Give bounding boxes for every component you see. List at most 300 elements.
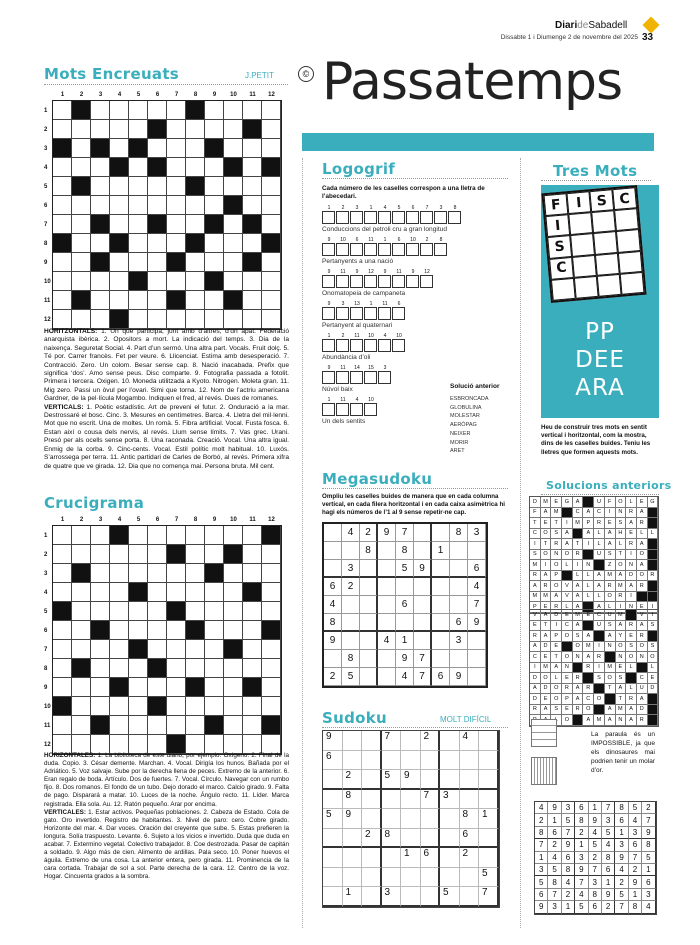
- grid-cell[interactable]: [148, 139, 167, 158]
- grid-cell[interactable]: [53, 291, 72, 310]
- letter-box[interactable]: [336, 403, 349, 416]
- logo-row-boxes[interactable]: [322, 275, 512, 288]
- letter-box[interactable]: [392, 275, 405, 288]
- grid-cell[interactable]: [53, 526, 72, 545]
- black-cell[interactable]: [110, 678, 129, 697]
- tres-cell[interactable]: [620, 272, 645, 295]
- sudoku-cell[interactable]: [440, 809, 460, 829]
- tres-cell[interactable]: [593, 231, 618, 254]
- grid-cell[interactable]: [243, 640, 262, 659]
- letter-box[interactable]: [392, 243, 405, 256]
- grid-cell[interactable]: [243, 621, 262, 640]
- grid-cell[interactable]: [262, 215, 281, 234]
- mega-cell[interactable]: [342, 596, 360, 614]
- letter-box[interactable]: [322, 243, 335, 256]
- letter-box[interactable]: [434, 211, 447, 224]
- mega-cell[interactable]: [378, 578, 396, 596]
- grid-cell[interactable]: [91, 177, 110, 196]
- sudoku-cell[interactable]: [479, 751, 499, 771]
- letter-box[interactable]: [392, 211, 405, 224]
- grid-cell[interactable]: [243, 602, 262, 621]
- grid-cell[interactable]: [262, 139, 281, 158]
- grid-cell[interactable]: [205, 234, 224, 253]
- sudoku-cell[interactable]: [421, 887, 441, 907]
- sudoku-cell[interactable]: 8: [382, 829, 402, 849]
- grid-cell[interactable]: [186, 158, 205, 177]
- grid-cell[interactable]: [205, 526, 224, 545]
- mega-cell[interactable]: 4: [378, 632, 396, 650]
- grid-cell[interactable]: [186, 215, 205, 234]
- letter-box[interactable]: [322, 211, 335, 224]
- sudoku-cell[interactable]: [362, 887, 382, 907]
- sudoku-cell[interactable]: 8: [343, 790, 363, 810]
- grid-cell[interactable]: [205, 196, 224, 215]
- letter-box[interactable]: [448, 211, 461, 224]
- grid-cell[interactable]: [110, 564, 129, 583]
- grid-cell[interactable]: [167, 640, 186, 659]
- tres-cell[interactable]: [595, 253, 620, 276]
- mega-cell[interactable]: 4: [396, 668, 414, 686]
- sudoku-cell[interactable]: 3: [440, 790, 460, 810]
- letter-box[interactable]: [406, 211, 419, 224]
- mega-cell[interactable]: [324, 560, 342, 578]
- grid-cell[interactable]: [110, 139, 129, 158]
- mega-cell[interactable]: 8: [396, 542, 414, 560]
- black-cell[interactable]: [91, 716, 110, 735]
- black-cell[interactable]: [148, 120, 167, 139]
- grid-cell[interactable]: [224, 678, 243, 697]
- letter-box[interactable]: [350, 275, 363, 288]
- grid-cell[interactable]: [129, 659, 148, 678]
- letter-box[interactable]: [350, 371, 363, 384]
- mega-cell[interactable]: [342, 632, 360, 650]
- grid-cell[interactable]: [148, 291, 167, 310]
- sudoku-cell[interactable]: [421, 770, 441, 790]
- letter-box[interactable]: [336, 275, 349, 288]
- grid-cell[interactable]: [243, 234, 262, 253]
- grid-cell[interactable]: [167, 158, 186, 177]
- letter-box[interactable]: [336, 339, 349, 352]
- sudoku-cell[interactable]: 7: [382, 731, 402, 751]
- grid-cell[interactable]: [148, 526, 167, 545]
- black-cell[interactable]: [262, 234, 281, 253]
- letter-box[interactable]: [350, 403, 363, 416]
- grid-cell[interactable]: [148, 234, 167, 253]
- sudoku-cell[interactable]: [421, 751, 441, 771]
- mega-cell[interactable]: 7: [396, 524, 414, 542]
- mega-cell[interactable]: [450, 578, 468, 596]
- black-cell[interactable]: [205, 272, 224, 291]
- grid-cell[interactable]: [167, 697, 186, 716]
- black-cell[interactable]: [224, 158, 243, 177]
- grid-cell[interactable]: [224, 602, 243, 621]
- black-cell[interactable]: [167, 602, 186, 621]
- sudoku-cell[interactable]: 6: [323, 751, 343, 771]
- sudoku-cell[interactable]: [460, 790, 480, 810]
- grid-cell[interactable]: [224, 310, 243, 329]
- grid-cell[interactable]: [262, 120, 281, 139]
- grid-cell[interactable]: [91, 101, 110, 120]
- grid-cell[interactable]: [129, 196, 148, 215]
- grid-cell[interactable]: [243, 196, 262, 215]
- sudoku-cell[interactable]: [401, 731, 421, 751]
- grid-cell[interactable]: [224, 621, 243, 640]
- grid-cell[interactable]: [224, 716, 243, 735]
- mega-cell[interactable]: [324, 524, 342, 542]
- tres-cell[interactable]: [570, 233, 595, 256]
- grid-cell[interactable]: [167, 120, 186, 139]
- grid-cell[interactable]: [72, 196, 91, 215]
- grid-cell[interactable]: [186, 196, 205, 215]
- grid-cell[interactable]: [148, 196, 167, 215]
- grid-cell[interactable]: [148, 640, 167, 659]
- grid-cell[interactable]: [91, 678, 110, 697]
- black-cell[interactable]: [205, 564, 224, 583]
- sudoku-grid[interactable]: [322, 730, 500, 908]
- mega-cell[interactable]: [432, 524, 450, 542]
- black-cell[interactable]: [91, 253, 110, 272]
- grid-cell[interactable]: [243, 659, 262, 678]
- grid-cell[interactable]: [129, 177, 148, 196]
- black-cell[interactable]: [148, 697, 167, 716]
- sudoku-cell[interactable]: 9: [343, 809, 363, 829]
- sudoku-cell[interactable]: 9: [401, 770, 421, 790]
- grid-cell[interactable]: [243, 139, 262, 158]
- sudoku-cell[interactable]: 6: [421, 848, 441, 868]
- sudoku-cell[interactable]: 8: [460, 809, 480, 829]
- mega-cell[interactable]: [378, 650, 396, 668]
- grid-cell[interactable]: [167, 583, 186, 602]
- letter-box[interactable]: [322, 339, 335, 352]
- grid-cell[interactable]: [129, 602, 148, 621]
- letter-box[interactable]: [350, 211, 363, 224]
- letter-box[interactable]: [378, 275, 391, 288]
- grid-cell[interactable]: [243, 272, 262, 291]
- black-cell[interactable]: [110, 526, 129, 545]
- black-cell[interactable]: [129, 640, 148, 659]
- grid-cell[interactable]: [167, 716, 186, 735]
- mega-cell[interactable]: [468, 650, 486, 668]
- grid-cell[interactable]: [53, 196, 72, 215]
- letter-box[interactable]: [336, 307, 349, 320]
- grid-cell[interactable]: [53, 621, 72, 640]
- grid-cell[interactable]: [129, 215, 148, 234]
- grid-cell[interactable]: [72, 602, 91, 621]
- mega-cell[interactable]: [414, 578, 432, 596]
- mega-cell[interactable]: [414, 614, 432, 632]
- grid-cell[interactable]: [72, 120, 91, 139]
- mega-cell[interactable]: [450, 542, 468, 560]
- mega-cell[interactable]: [360, 614, 378, 632]
- black-cell[interactable]: [91, 139, 110, 158]
- letter-box[interactable]: [336, 243, 349, 256]
- grid-cell[interactable]: [72, 678, 91, 697]
- black-cell[interactable]: [148, 215, 167, 234]
- mega-cell[interactable]: [414, 542, 432, 560]
- mega-cell[interactable]: [324, 650, 342, 668]
- grid-cell[interactable]: [148, 310, 167, 329]
- grid-cell[interactable]: [110, 253, 129, 272]
- mega-cell[interactable]: 9: [414, 560, 432, 578]
- black-cell[interactable]: [167, 545, 186, 564]
- black-cell[interactable]: [129, 139, 148, 158]
- grid-cell[interactable]: [167, 139, 186, 158]
- grid-cell[interactable]: [110, 101, 129, 120]
- tres-cell[interactable]: C: [612, 187, 637, 210]
- black-cell[interactable]: [186, 621, 205, 640]
- grid-cell[interactable]: [91, 659, 110, 678]
- grid-cell[interactable]: [205, 101, 224, 120]
- mega-cell[interactable]: 6: [468, 560, 486, 578]
- letter-box[interactable]: [364, 307, 377, 320]
- grid-cell[interactable]: [224, 101, 243, 120]
- grid-cell[interactable]: [262, 640, 281, 659]
- sudoku-cell[interactable]: 2: [460, 848, 480, 868]
- sudoku-cell[interactable]: [460, 751, 480, 771]
- grid-cell[interactable]: [167, 272, 186, 291]
- sudoku-cell[interactable]: [382, 868, 402, 888]
- grid-cell[interactable]: [205, 678, 224, 697]
- black-cell[interactable]: [91, 621, 110, 640]
- black-cell[interactable]: [243, 215, 262, 234]
- sudoku-cell[interactable]: [460, 868, 480, 888]
- grid-cell[interactable]: [224, 272, 243, 291]
- letter-box[interactable]: [392, 339, 405, 352]
- sudoku-cell[interactable]: [343, 868, 363, 888]
- grid-cell[interactable]: [129, 158, 148, 177]
- grid-cell[interactable]: [110, 716, 129, 735]
- grid-cell[interactable]: [110, 621, 129, 640]
- grid-cell[interactable]: [262, 196, 281, 215]
- sudoku-cell[interactable]: [401, 751, 421, 771]
- sudoku-cell[interactable]: 5: [323, 809, 343, 829]
- grid-cell[interactable]: [129, 526, 148, 545]
- letter-box[interactable]: [406, 243, 419, 256]
- mega-cell[interactable]: [378, 560, 396, 578]
- grid-cell[interactable]: [205, 158, 224, 177]
- sudoku-cell[interactable]: [362, 868, 382, 888]
- grid-cell[interactable]: [129, 310, 148, 329]
- grid-cell[interactable]: [53, 120, 72, 139]
- grid-cell[interactable]: [53, 583, 72, 602]
- sudoku-cell[interactable]: [323, 790, 343, 810]
- mega-cell[interactable]: [468, 632, 486, 650]
- mega-cell[interactable]: [378, 596, 396, 614]
- sudoku-cell[interactable]: 4: [460, 731, 480, 751]
- letter-box[interactable]: [378, 243, 391, 256]
- letter-box[interactable]: [378, 371, 391, 384]
- grid-cell[interactable]: [205, 177, 224, 196]
- grid-cell[interactable]: [148, 621, 167, 640]
- grid-cell[interactable]: [53, 177, 72, 196]
- sudoku-cell[interactable]: [460, 770, 480, 790]
- grid-cell[interactable]: [129, 697, 148, 716]
- grid-cell[interactable]: [224, 659, 243, 678]
- grid-cell[interactable]: [129, 101, 148, 120]
- grid-cell[interactable]: [72, 526, 91, 545]
- sudoku-cell[interactable]: 6: [460, 829, 480, 849]
- grid-cell[interactable]: [205, 310, 224, 329]
- mega-cell[interactable]: [378, 542, 396, 560]
- black-cell[interactable]: [205, 716, 224, 735]
- mega-cell[interactable]: [342, 614, 360, 632]
- mega-cell[interactable]: [396, 578, 414, 596]
- black-cell[interactable]: [148, 158, 167, 177]
- grid-cell[interactable]: [129, 120, 148, 139]
- mega-cell[interactable]: 5: [396, 560, 414, 578]
- sudoku-cell[interactable]: [479, 770, 499, 790]
- grid-cell[interactable]: [91, 234, 110, 253]
- logo-row-boxes[interactable]: [322, 211, 512, 224]
- grid-cell[interactable]: [91, 272, 110, 291]
- grid-cell[interactable]: [91, 564, 110, 583]
- sudoku-cell[interactable]: [323, 848, 343, 868]
- grid-cell[interactable]: [110, 120, 129, 139]
- grid-cell[interactable]: [167, 196, 186, 215]
- grid-cell[interactable]: [224, 697, 243, 716]
- tres-cell[interactable]: [551, 278, 576, 301]
- sudoku-cell[interactable]: [382, 790, 402, 810]
- mega-cell[interactable]: 6: [324, 578, 342, 596]
- black-cell[interactable]: [72, 564, 91, 583]
- black-cell[interactable]: [53, 697, 72, 716]
- mega-cell[interactable]: 1: [432, 542, 450, 560]
- grid-cell[interactable]: [91, 120, 110, 139]
- grid-cell[interactable]: [72, 234, 91, 253]
- grid-cell[interactable]: [262, 545, 281, 564]
- grid-cell[interactable]: [148, 602, 167, 621]
- mega-cell[interactable]: [360, 560, 378, 578]
- mega-grid[interactable]: [322, 522, 488, 688]
- grid-cell[interactable]: [262, 602, 281, 621]
- grid-cell[interactable]: [243, 716, 262, 735]
- grid-cell[interactable]: [243, 177, 262, 196]
- sudoku-cell[interactable]: 3: [382, 887, 402, 907]
- grid-cell[interactable]: [224, 526, 243, 545]
- black-cell[interactable]: [53, 234, 72, 253]
- grid-cell[interactable]: [53, 716, 72, 735]
- letter-box[interactable]: [364, 339, 377, 352]
- grid-cell[interactable]: [262, 177, 281, 196]
- black-cell[interactable]: [262, 526, 281, 545]
- mega-cell[interactable]: [414, 632, 432, 650]
- grid-cell[interactable]: [53, 215, 72, 234]
- sudoku-cell[interactable]: [343, 848, 363, 868]
- grid-cell[interactable]: [129, 545, 148, 564]
- grid-cell[interactable]: [205, 545, 224, 564]
- mega-cell[interactable]: 1: [396, 632, 414, 650]
- grid-cell[interactable]: [72, 697, 91, 716]
- sudoku-cell[interactable]: 5: [382, 770, 402, 790]
- sudoku-cell[interactable]: [362, 848, 382, 868]
- grid-cell[interactable]: [224, 234, 243, 253]
- mega-cell[interactable]: [450, 596, 468, 614]
- grid-cell[interactable]: [186, 640, 205, 659]
- sudoku-cell[interactable]: [479, 790, 499, 810]
- grid-cell[interactable]: [167, 177, 186, 196]
- tres-cell[interactable]: S: [589, 189, 614, 212]
- grid-cell[interactable]: [148, 177, 167, 196]
- grid-cell[interactable]: [91, 310, 110, 329]
- tres-cell[interactable]: [574, 276, 599, 299]
- grid-cell[interactable]: [110, 545, 129, 564]
- grid-cell[interactable]: [186, 602, 205, 621]
- grid-cell[interactable]: [205, 640, 224, 659]
- grid-cell[interactable]: [205, 602, 224, 621]
- grid-cell[interactable]: [262, 678, 281, 697]
- grid-cell[interactable]: [224, 564, 243, 583]
- letter-box[interactable]: [364, 403, 377, 416]
- black-cell[interactable]: [167, 253, 186, 272]
- grid-cell[interactable]: [72, 621, 91, 640]
- sudoku-cell[interactable]: [323, 770, 343, 790]
- mega-cell[interactable]: [360, 650, 378, 668]
- black-cell[interactable]: [186, 234, 205, 253]
- mega-cell[interactable]: 7: [414, 650, 432, 668]
- mega-cell[interactable]: 7: [468, 596, 486, 614]
- sudoku-cell[interactable]: [421, 829, 441, 849]
- black-cell[interactable]: [243, 120, 262, 139]
- grid-cell[interactable]: [262, 101, 281, 120]
- letter-box[interactable]: [364, 243, 377, 256]
- grid-cell[interactable]: [167, 564, 186, 583]
- letter-box[interactable]: [322, 307, 335, 320]
- black-cell[interactable]: [72, 177, 91, 196]
- mega-cell[interactable]: [342, 542, 360, 560]
- tres-cell[interactable]: I: [545, 214, 570, 237]
- grid-cell[interactable]: [91, 291, 110, 310]
- grid-cell[interactable]: [224, 120, 243, 139]
- sudoku-cell[interactable]: 9: [323, 731, 343, 751]
- tres-cell[interactable]: C: [549, 257, 574, 280]
- grid-cell[interactable]: [110, 196, 129, 215]
- letter-box[interactable]: [420, 243, 433, 256]
- grid-cell[interactable]: [167, 678, 186, 697]
- grid-cell[interactable]: [91, 545, 110, 564]
- grid-cell[interactable]: [186, 659, 205, 678]
- black-cell[interactable]: [262, 716, 281, 735]
- tres-cell[interactable]: [618, 251, 643, 274]
- sudoku-cell[interactable]: [343, 731, 363, 751]
- grid-cell[interactable]: [129, 564, 148, 583]
- sudoku-cell[interactable]: 7: [421, 790, 441, 810]
- black-cell[interactable]: [243, 583, 262, 602]
- letter-box[interactable]: [378, 211, 391, 224]
- black-cell[interactable]: [262, 621, 281, 640]
- mots-grid[interactable]: [52, 100, 282, 330]
- grid-cell[interactable]: [72, 139, 91, 158]
- mega-cell[interactable]: [396, 614, 414, 632]
- sudoku-cell[interactable]: [421, 809, 441, 829]
- sudoku-cell[interactable]: [440, 868, 460, 888]
- tres-cell[interactable]: [591, 210, 616, 233]
- black-cell[interactable]: [205, 139, 224, 158]
- grid-cell[interactable]: [129, 291, 148, 310]
- grid-cell[interactable]: [205, 120, 224, 139]
- sudoku-cell[interactable]: [401, 809, 421, 829]
- grid-cell[interactable]: [72, 253, 91, 272]
- black-cell[interactable]: [53, 602, 72, 621]
- sudoku-cell[interactable]: 1: [479, 809, 499, 829]
- grid-cell[interactable]: [72, 716, 91, 735]
- tres-cell[interactable]: [616, 229, 641, 252]
- letter-box[interactable]: [322, 371, 335, 384]
- black-cell[interactable]: [129, 272, 148, 291]
- mega-cell[interactable]: 9: [396, 650, 414, 668]
- grid-cell[interactable]: [243, 101, 262, 120]
- sudoku-cell[interactable]: 2: [421, 731, 441, 751]
- grid-cell[interactable]: [91, 583, 110, 602]
